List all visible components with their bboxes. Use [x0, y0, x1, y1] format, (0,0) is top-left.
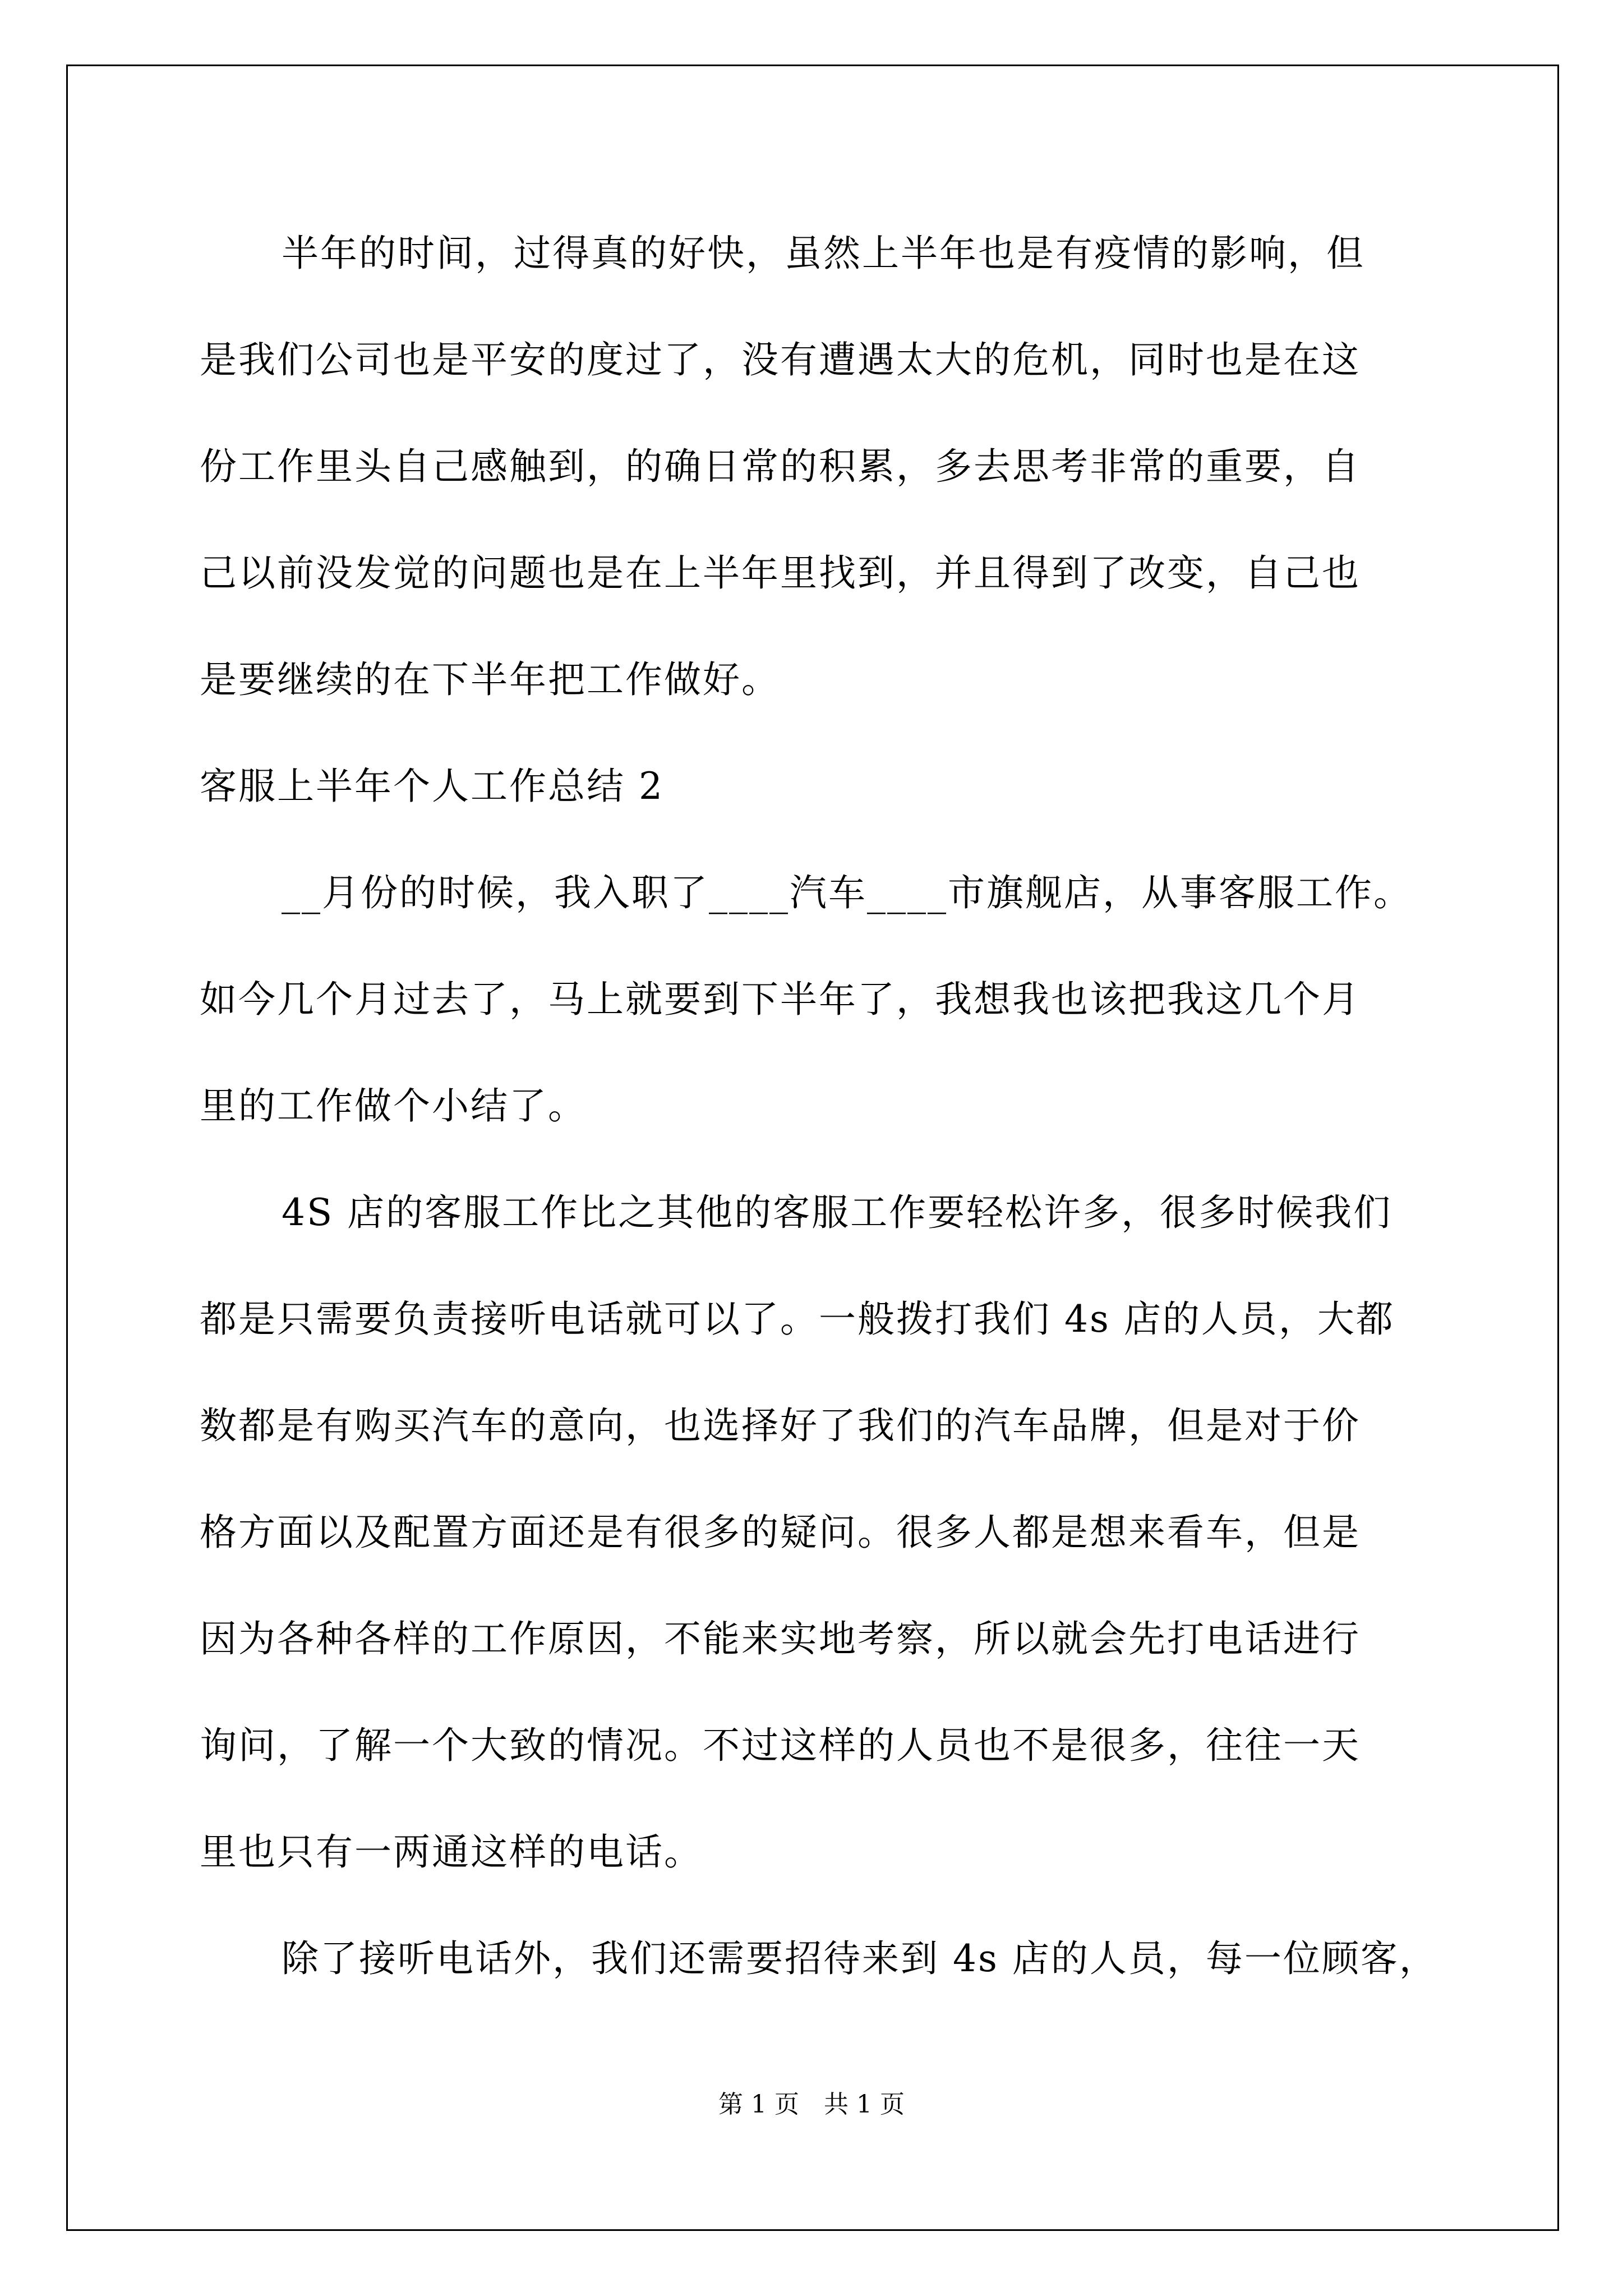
page-total: 共 1 页 [824, 2090, 905, 2119]
section-heading: 客服上半年个人工作总结 2 [200, 765, 664, 808]
paragraph-line: 因为各种各样的工作原因，不能来实地考察，所以就会先打电话进行 [200, 1617, 1361, 1660]
paragraph-line: 格方面以及配置方面还是有很多的疑问。很多人都是想来看车，但是 [200, 1511, 1361, 1554]
paragraph-line: 是要继续的在下半年把工作做好。 [200, 658, 780, 701]
paragraph-line: 询问，了解一个大致的情况。不过这样的人员也不是很多，往往一天 [200, 1724, 1361, 1767]
paragraph-line: 数都是有购买汽车的意向，也选择好了我们的汽车品牌，但是对于价 [200, 1404, 1361, 1447]
page-footer [0, 2088, 1623, 2122]
paragraph-line: 都是只需要负责接听电话就可以了。一般拨打我们 4s 店的人员，大都 [200, 1297, 1395, 1341]
paragraph-line: __月份的时候，我入职了____汽车____市旗舰店，从事客服工作。 [282, 871, 1412, 914]
page-number: 第 1 页 [718, 2090, 799, 2119]
paragraph-line: 半年的时间，过得真的好快，虽然上半年也是有疫情的影响，但 [282, 232, 1365, 275]
paragraph-line: 是我们公司也是平安的度过了，没有遭遇太大的危机，同时也是在这 [200, 338, 1361, 381]
paragraph-line: 里也只有一两通这样的电话。 [200, 1830, 703, 1874]
paragraph-line: 4S 店的客服工作比之其他的客服工作要轻松许多，很多时候我们 [282, 1191, 1393, 1234]
paragraph-line: 份工作里头自己感触到，的确日常的积累，多去思考非常的重要，自 [200, 445, 1361, 488]
paragraph-line: 除了接听电话外，我们还需要招待来到 4s 店的人员，每一位顾客， [282, 1937, 1438, 1980]
paragraph-line: 己以前没发觉的问题也是在上半年里找到，并且得到了改变，自己也 [200, 551, 1361, 595]
paragraph-line: 如今几个月过去了，马上就要到下半年了，我想我也该把我这几个月 [200, 978, 1361, 1021]
document-body [200, 220, 1438, 2032]
paragraph-line: 里的工作做个小结了。 [200, 1084, 587, 1128]
